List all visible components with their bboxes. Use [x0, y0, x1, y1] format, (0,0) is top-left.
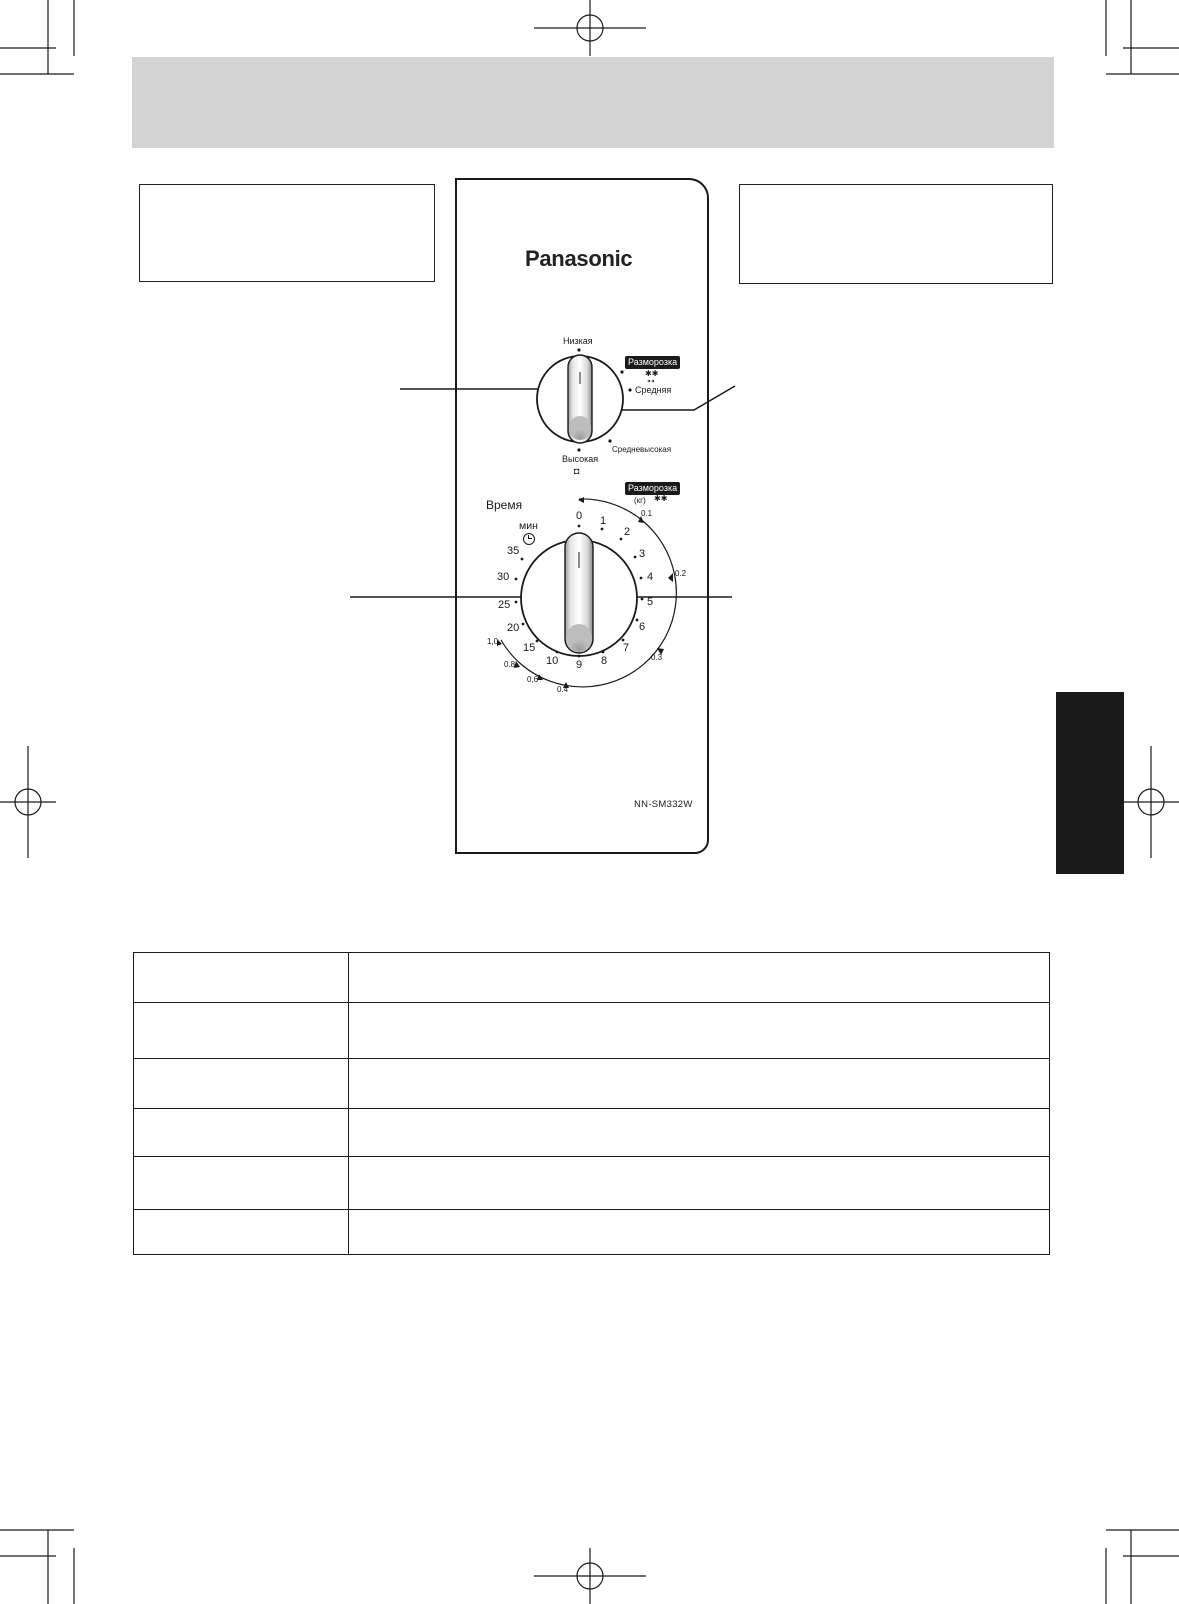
- minute-label: 1: [600, 515, 607, 527]
- table-cell: [349, 1109, 1050, 1157]
- timer-title: Время: [486, 498, 523, 512]
- table-cell: [134, 1059, 349, 1109]
- minute-label: 2: [624, 526, 631, 538]
- table-row: [134, 1003, 1050, 1059]
- table-cell: [134, 1003, 349, 1059]
- power-low-label: Низкая: [563, 336, 593, 346]
- minute-label: 35: [507, 545, 520, 557]
- power-defrost-drops-icon: ⁍⁍: [647, 377, 655, 386]
- weight-label: 1,0: [487, 637, 499, 646]
- power-defrost-snowflake-icon: ✱✱: [645, 369, 659, 378]
- weight-label: 0.8: [504, 660, 516, 669]
- minute-label: 20: [507, 622, 520, 634]
- brand-logo: Panasonic: [525, 246, 633, 271]
- minute-label: 7: [623, 642, 630, 654]
- spec-table: [133, 952, 1050, 1255]
- timer-defrost-badge: Разморозка: [625, 482, 680, 495]
- table-cell: [349, 1210, 1050, 1255]
- timer-defrost-unit: (кг): [634, 496, 646, 505]
- model-number: NN-SM332W: [634, 799, 693, 810]
- table-cell: [134, 1109, 349, 1157]
- table-cell: [349, 1003, 1050, 1059]
- power-medium-label: Средняя: [635, 385, 672, 395]
- table-row: [134, 953, 1050, 1003]
- minute-label: 3: [639, 548, 646, 560]
- weight-label: 0.3: [651, 653, 663, 662]
- table-cell: [349, 1059, 1050, 1109]
- minute-label: 5: [647, 596, 654, 608]
- weight-label: 0.1: [641, 509, 653, 518]
- clock-icon: [523, 533, 535, 545]
- table-cell: [134, 1210, 349, 1255]
- weight-label: 0,6: [527, 675, 539, 684]
- minute-label: 9: [576, 659, 583, 671]
- table-cell: [134, 953, 349, 1003]
- minute-label: 10: [546, 655, 559, 667]
- power-high-label: Высокая: [562, 454, 599, 464]
- table-row: [134, 1109, 1050, 1157]
- minute-label: 15: [523, 642, 536, 654]
- power-high-symbol-icon: ◘: [574, 466, 580, 476]
- weight-label: 0.4: [557, 685, 569, 694]
- minute-label: 0: [576, 510, 583, 522]
- table-cell: [349, 1157, 1050, 1210]
- timer-unit-label: мин: [519, 520, 538, 532]
- minute-label: 6: [639, 621, 646, 633]
- table-cell: [349, 953, 1050, 1003]
- power-medium-high-label: Средневысокая: [612, 445, 672, 454]
- table-row: [134, 1157, 1050, 1210]
- power-dial: [537, 348, 632, 451]
- table-row: [134, 1210, 1050, 1255]
- table-row: [134, 1059, 1050, 1109]
- minute-label: 25: [498, 599, 511, 611]
- minute-label: 30: [497, 571, 510, 583]
- power-defrost-badge: Разморозка: [625, 356, 680, 369]
- weight-label: 0.2: [675, 569, 687, 578]
- timer-defrost-snowflake-icon: ✱✱: [654, 494, 668, 503]
- minute-label: 8: [601, 655, 608, 667]
- table-cell: [134, 1157, 349, 1210]
- minute-label: 4: [647, 571, 654, 583]
